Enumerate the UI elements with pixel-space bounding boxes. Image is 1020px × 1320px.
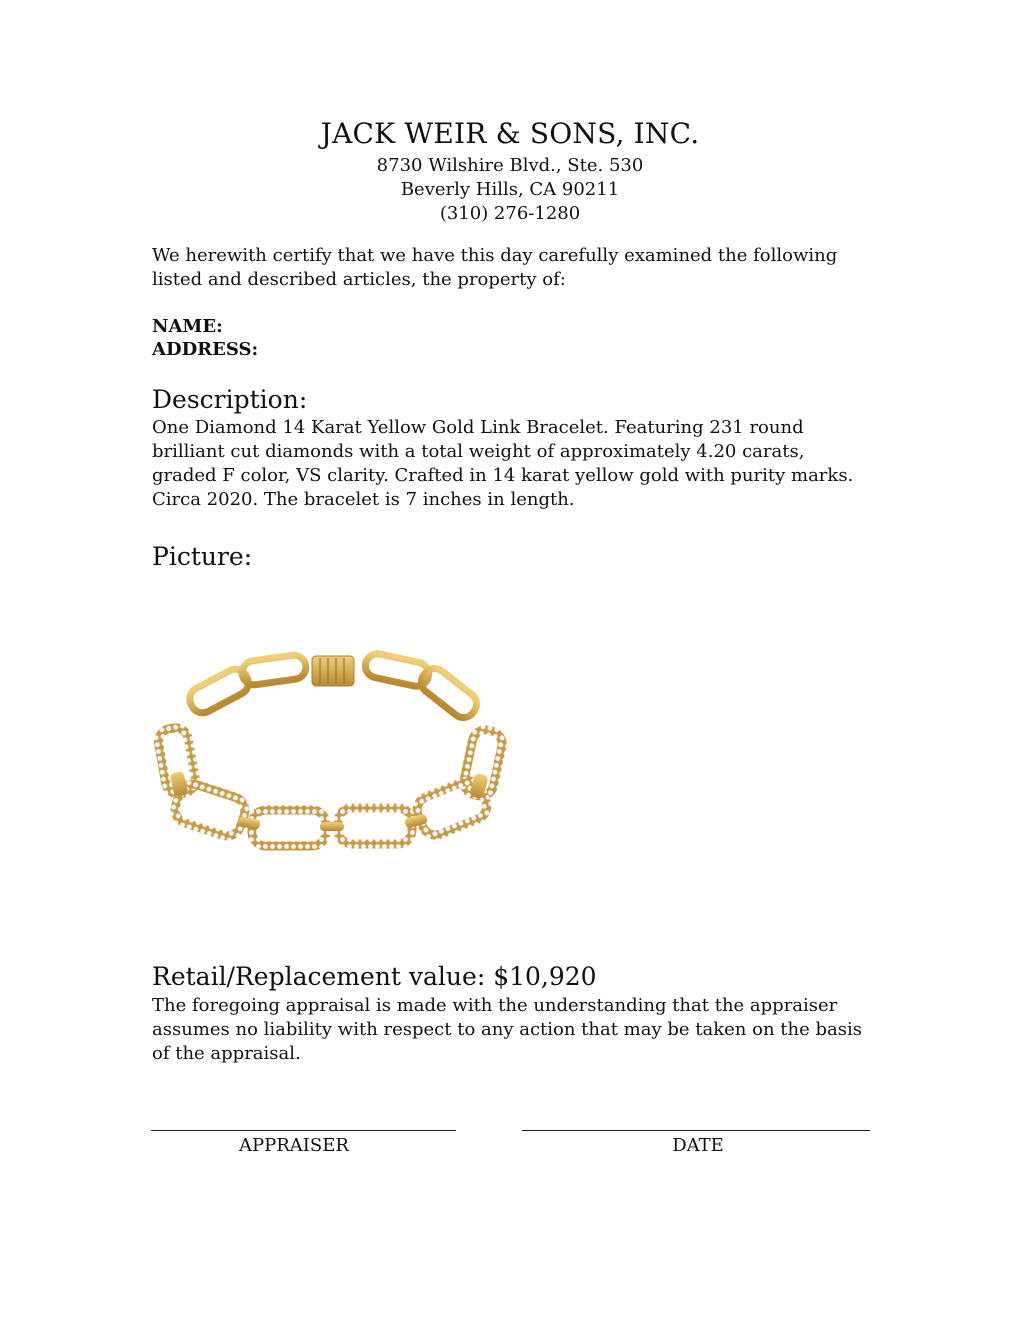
retail-value-amount: $10,920 bbox=[493, 962, 597, 991]
address-label: ADDRESS: bbox=[152, 339, 259, 360]
company-name: JACK WEIR & SONS, INC. bbox=[320, 117, 700, 150]
name-label: NAME: bbox=[152, 316, 223, 337]
letterhead bbox=[0, 114, 1020, 226]
owner-fields bbox=[152, 315, 872, 361]
company-phone: (310) 276-1280 bbox=[439, 203, 581, 224]
picture-heading: Picture: bbox=[152, 542, 253, 571]
disclaimer-text: The foregoing appraisal is made with the understanding that the appraiser assumes no liability with respect to any action that may be taken on the basis of the appraisal. bbox=[152, 995, 862, 1064]
retail-value-label: Retail/Replacement value: bbox=[152, 962, 486, 991]
appraiser-label: APPRAISER bbox=[239, 1135, 349, 1156]
date-label: DATE bbox=[672, 1135, 724, 1156]
appraiser-signature-line bbox=[151, 1130, 456, 1131]
certification-intro: We herewith certify that we have this day carefully examined the following listed and described articles, the property of: bbox=[152, 245, 838, 290]
date-signature-line bbox=[522, 1130, 870, 1131]
company-address-line1: 8730 Wilshire Blvd., Ste. 530 bbox=[376, 155, 644, 176]
bracelet-photo-icon bbox=[150, 640, 510, 880]
description-heading: Description: bbox=[152, 385, 308, 414]
description-text: One Diamond 14 Karat Yellow Gold Link Bracelet. Featuring 231 round brilliant cut diamonds with a total weight of approximately 4.20 carats, graded F color, VS clarity. Crafted in 14 karat yellow gold with purity marks. Circa 2020. The bracelet is 7 inches in length. bbox=[152, 417, 854, 510]
company-address-line2: Beverly Hills, CA 90211 bbox=[400, 179, 620, 200]
retail-value bbox=[152, 962, 872, 992]
